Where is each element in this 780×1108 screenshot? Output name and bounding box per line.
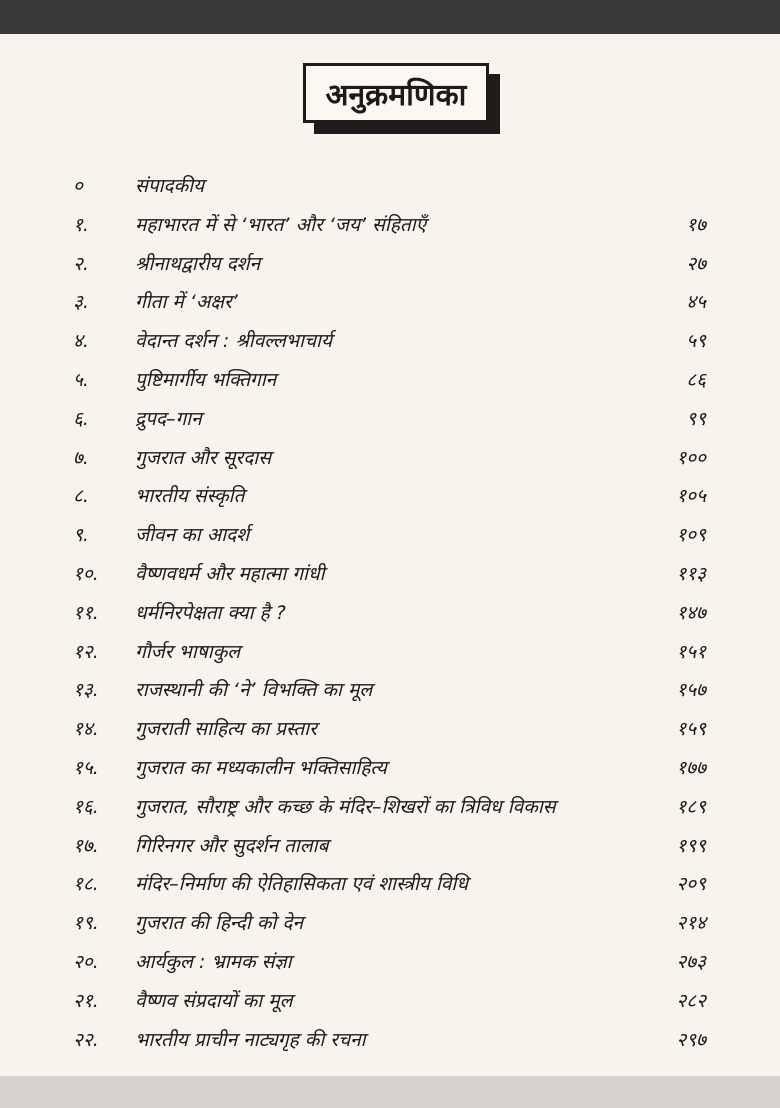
entry-page: १७ [686, 213, 706, 236]
entry-number: १४. [73, 718, 99, 741]
entry-title: गुजरात की हिन्दी को देन [135, 912, 304, 935]
entry-number: २१. [73, 989, 99, 1012]
entry-number: ९. [73, 524, 89, 547]
toc-entry [0, 282, 780, 320]
entry-number: १३. [73, 679, 99, 702]
entry-page: ९९ [686, 407, 706, 430]
toc-entry [0, 670, 780, 708]
entry-page: ४५ [686, 291, 706, 314]
entry-number: ११. [73, 601, 99, 624]
entry-number: १६. [73, 795, 99, 818]
entry-title: राजस्थानी की ‘ने’ विभक्ति का मूल [135, 679, 373, 702]
toc-entry [0, 438, 780, 476]
entry-page: ५९ [686, 330, 706, 353]
toc-entry [0, 593, 780, 631]
entry-title: गुजरात, सौराष्ट्र और कच्छ के मंदिर–शिखरों का त्रिविध विकास [135, 795, 556, 818]
entry-number: १०. [73, 563, 99, 585]
entry-number: ० [73, 175, 83, 197]
entry-page: १५९ [676, 718, 706, 741]
toc-entry [0, 864, 780, 902]
entry-number: १. [73, 213, 89, 236]
entry-title: गुजराती साहित्य का प्रस्तार [135, 718, 317, 741]
scan-top-edge [0, 0, 780, 34]
toc-entry [0, 399, 780, 437]
entry-title: गिरिनगर और सुदर्शन तालाब [135, 834, 329, 857]
entry-page: २०९ [676, 873, 706, 896]
toc-entry [0, 321, 780, 359]
toc-entry [0, 787, 780, 825]
entry-title: भारतीय संस्कृति [135, 485, 245, 508]
entry-title: मंदिर–निर्माण की ऐतिहासिकता एवं शास्त्रीय विधि [135, 873, 469, 896]
title-box [303, 63, 489, 123]
entry-number: ३. [73, 291, 89, 314]
entry-title: गौर्जर भाषाकुल [135, 640, 241, 663]
entry-page: १७७ [676, 757, 706, 779]
scan-bottom-edge [0, 1076, 780, 1108]
entry-title: धर्मनिरपेक्षता क्या है ? [135, 601, 286, 624]
entry-number: ५. [73, 369, 89, 391]
entry-title: श्रीनाथद्वारीय दर्शन [135, 252, 261, 275]
entry-title: गीता में ‘अक्षर’ [135, 291, 238, 314]
toc-entry [0, 360, 780, 398]
entry-title: वैष्णवधर्म और महात्मा गांधी [135, 563, 325, 585]
toc-entry [0, 205, 780, 243]
entry-number: १५. [73, 757, 99, 779]
entry-title: वेदान्त दर्शन : श्रीवल्लभाचार्य [135, 330, 333, 353]
entry-page: १०५ [676, 485, 706, 508]
entry-title: भारतीय प्राचीन नाट्यगृह की रचना [135, 1028, 366, 1051]
entry-number: १८. [73, 873, 99, 896]
entry-title: गुजरात का मध्यकालीन भक्तिसाहित्य [135, 757, 387, 779]
toc-entry [0, 981, 780, 1019]
entry-title: वैष्णव संप्रदायों का मूल [135, 989, 293, 1012]
toc-entry [0, 826, 780, 864]
entry-page: ११३ [676, 563, 706, 585]
page-title: अनुक्रमणिका [325, 77, 467, 113]
entry-page: १९९ [676, 834, 706, 857]
entry-number: ८. [73, 485, 89, 508]
entry-page: ८६ [686, 369, 706, 391]
entry-number: ६. [73, 407, 89, 430]
entry-page: २८२ [676, 989, 706, 1012]
toc-entry [0, 632, 780, 670]
toc-entry [0, 554, 780, 592]
toc-entry [0, 166, 780, 204]
toc-entry [0, 515, 780, 553]
entry-title: संपादकीय [135, 175, 205, 197]
toc-entry [0, 1020, 780, 1058]
entry-page: १८९ [676, 795, 706, 818]
toc-entry [0, 748, 780, 786]
entry-title: जीवन का आदर्श [135, 524, 250, 547]
entry-page: २९७ [676, 1028, 706, 1051]
entry-number: २२. [73, 1028, 99, 1051]
entry-number: ७. [73, 446, 89, 469]
entry-number: १२. [73, 640, 99, 663]
entry-number: १७. [73, 834, 99, 857]
entry-page: २७३ [676, 951, 706, 973]
toc-entry [0, 903, 780, 941]
entry-title: पुष्टिमार्गीय भक्तिगान [135, 369, 277, 391]
entry-title: द्रुपद–गान [135, 407, 202, 430]
entry-page: १४७ [676, 601, 706, 624]
entry-title: महाभारत में से ‘भारत’ और ‘जय’ संहिताएँ [135, 213, 427, 236]
entry-page: १०९ [676, 524, 706, 547]
entry-page: १५१ [676, 640, 706, 663]
entry-number: २. [73, 252, 89, 275]
entry-page: २१४ [676, 912, 706, 935]
toc-entry [0, 244, 780, 282]
entry-number: १९. [73, 912, 99, 935]
toc-entry [0, 942, 780, 980]
entry-page: २७ [686, 252, 706, 275]
entry-page: १०० [676, 446, 706, 469]
entry-page: १५७ [676, 679, 706, 702]
entry-number: २०. [73, 951, 99, 973]
entry-number: ४. [73, 330, 89, 353]
toc-entry [0, 709, 780, 747]
entry-title: आर्यकुल : भ्रामक संज्ञा [135, 951, 292, 973]
toc-entry [0, 476, 780, 514]
entry-title: गुजरात और सूरदास [135, 446, 272, 469]
